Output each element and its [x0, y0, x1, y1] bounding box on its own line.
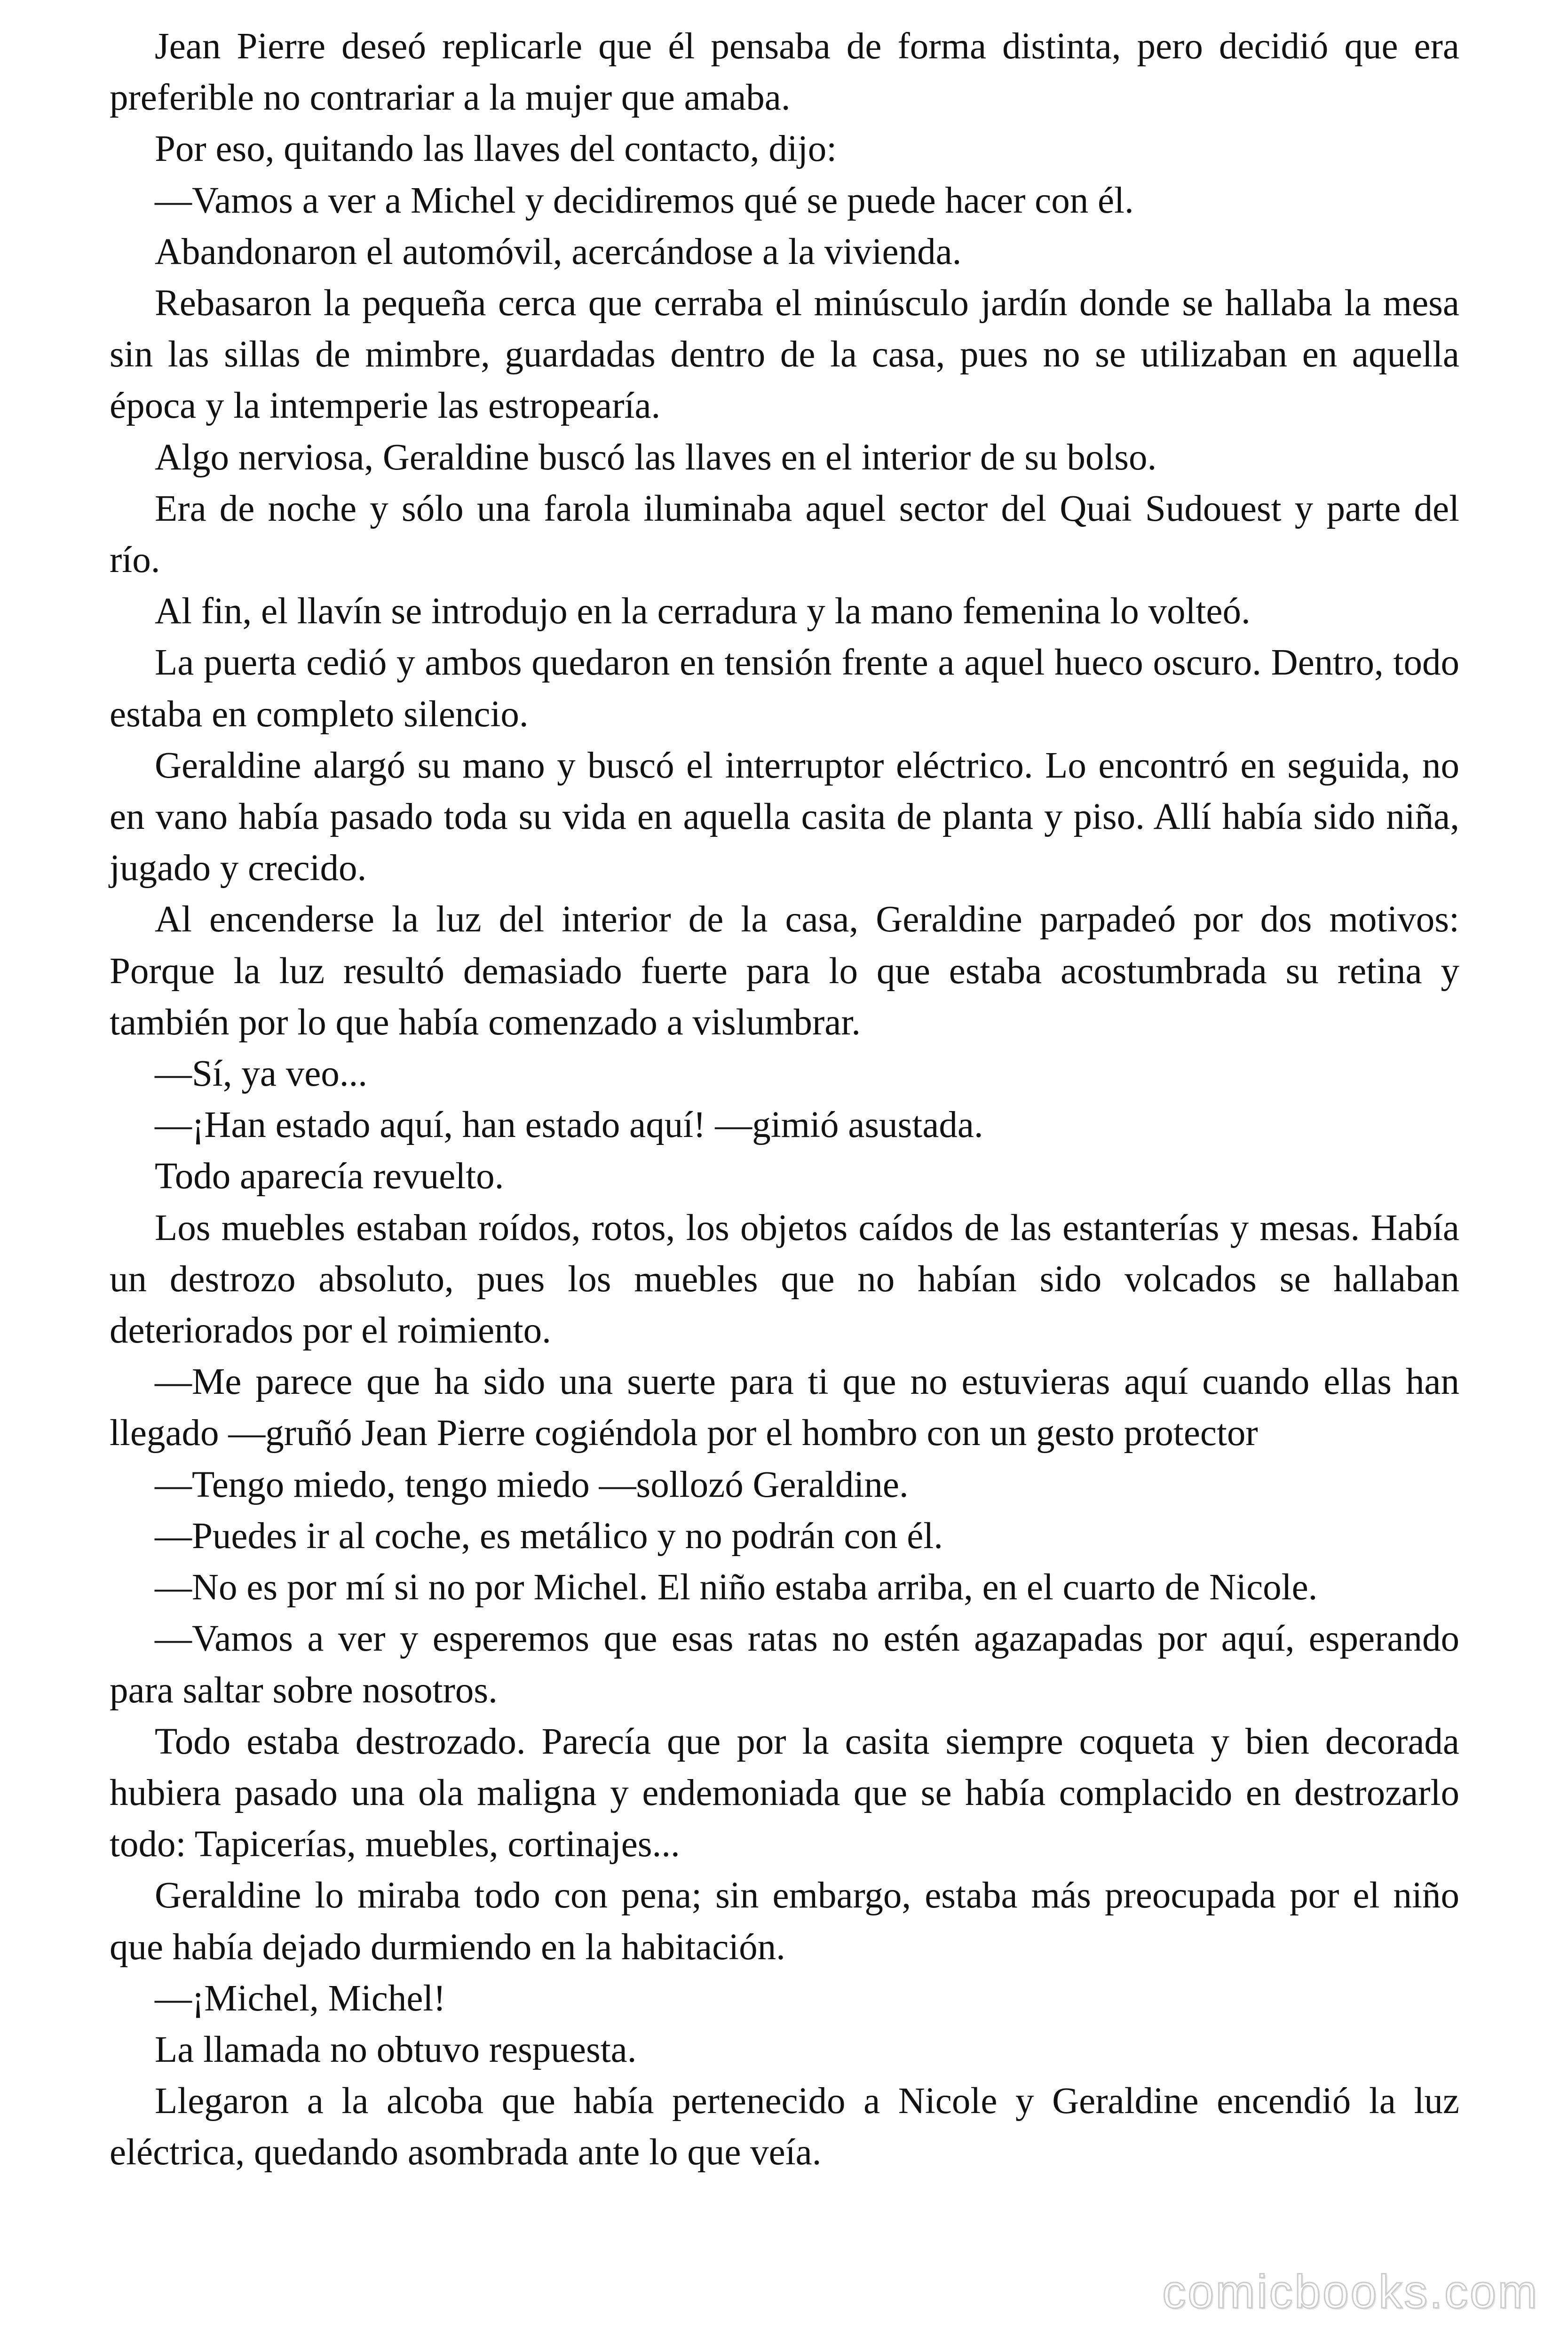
- paragraph: Abandonaron el automóvil, acercándose a la vivienda.: [155, 231, 962, 272]
- watermark: comicbooks.com: [1162, 2265, 1539, 2318]
- paragraph: Al fin, el llavín se introdujo en la cerradura y la mano femenina lo volteó.: [155, 591, 1251, 632]
- paragraph: Llegaron a la alcoba que había pertenecido a Nicole y Geraldine encendió la luz eléctrica, quedando asombrada ante lo que veía.: [110, 2081, 1459, 2173]
- page-body: [110, 21, 1459, 2178]
- paragraph: Geraldine lo miraba todo con pena; sin embargo, estaba más preocupada por el niño que había dejado durmiendo en la habitación.: [110, 1875, 1459, 1968]
- paragraph: Geraldine alargó su mano y buscó el interruptor eléctrico. Lo encontró en seguida, no en vano había pasado toda su vida en aquella casita de planta y piso. Allí había sido niña, jugado y crecido.: [110, 745, 1459, 889]
- paragraph: Rebasaron la pequeña cerca que cerraba el minúsculo jardín donde se hallaba la mesa sin las sillas de mimbre, guardadas dentro de la casa, pues no se utilizaban en aquella época y la intemperie las estropearía.: [110, 283, 1459, 427]
- paragraph: La puerta cedió y ambos quedaron en tensión frente a aquel hueco oscuro. Dentro, todo estaba en completo silencio.: [110, 642, 1459, 735]
- paragraph: —Vamos a ver y esperemos que esas ratas no estén agazapadas por aquí, esperando para saltar sobre nosotros.: [110, 1618, 1459, 1711]
- paragraph: Todo estaba destrozado. Parecía que por la casita siempre coqueta y bien decorada hubiera pasado una ola maligna y endemoniada que se había complacido en destrozarlo todo: Tapicerías, muebles, cortinajes...: [110, 1721, 1459, 1865]
- paragraph: Era de noche y sólo una farola iluminaba aquel sector del Quai Sudouest y parte del río.: [110, 488, 1459, 581]
- paragraph: La llamada no obtuvo respuesta.: [155, 2029, 637, 2070]
- paragraph: —¡Michel, Michel!: [155, 1978, 446, 2019]
- paragraph: Todo aparecía revuelto.: [155, 1156, 504, 1197]
- paragraph: Jean Pierre deseó replicarle que él pensaba de forma distinta, pero decidió que era preferible no contrariar a la mujer que amaba.: [110, 26, 1459, 119]
- paragraph: Por eso, quitando las llaves del contacto, dijo:: [155, 128, 837, 170]
- paragraph: Al encenderse la luz del interior de la casa, Geraldine parpadeó por dos motivos: Porque la luz resultó demasiado fuerte para lo que estaba acostumbrada su retina y también por lo que había comenzado a vislumbrar.: [110, 899, 1459, 1043]
- paragraph: —Tengo miedo, tengo miedo —sollozó Geraldine.: [155, 1464, 909, 1505]
- paragraph: Algo nerviosa, Geraldine buscó las llaves en el interior de su bolso.: [155, 437, 1157, 478]
- paragraph: —Puedes ir al coche, es metálico y no podrán con él.: [155, 1515, 943, 1557]
- paragraph: —¡Han estado aquí, han estado aquí! —gimió asustada.: [155, 1104, 983, 1146]
- paragraph: —Sí, ya veo...: [155, 1053, 368, 1095]
- paragraph: —Me parece que ha sido una suerte para ti que no estuvieras aquí cuando ellas han llegado —gruñó Jean Pierre cogiéndola por el hombro con un gesto protector: [110, 1361, 1459, 1454]
- paragraph: —No es por mí si no por Michel. El niño estaba arriba, en el cuarto de Nicole.: [155, 1567, 1318, 1608]
- paragraph: Los muebles estaban roídos, rotos, los objetos caídos de las estanterías y mesas. Había un destrozo absoluto, pues los muebles que no habían sido volcados se hallaban deteriorados por el roimiento.: [110, 1207, 1459, 1351]
- paragraph: —Vamos a ver a Michel y decidiremos qué se puede hacer con él.: [155, 180, 1134, 221]
